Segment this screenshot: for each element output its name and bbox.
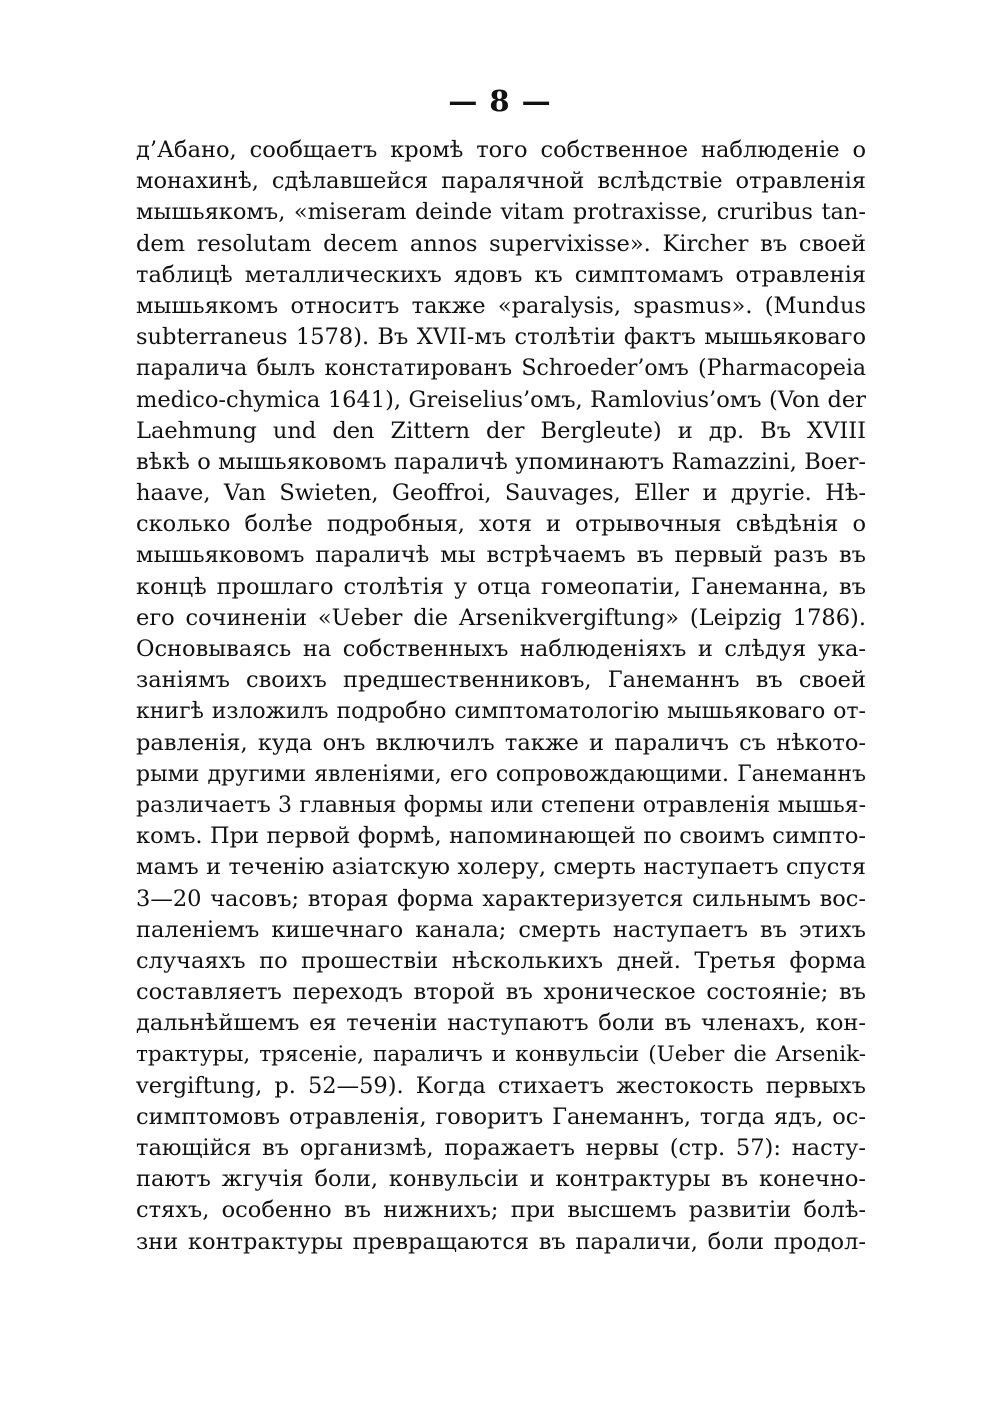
text-line: заніямъ своихъ предшественниковъ, Ганеманнъ въ своей [136, 667, 866, 694]
text-line: тающійся въ организмѣ, поражаетъ нервы (стр. 57): насту- [136, 1135, 866, 1161]
text-line: д’Абано, сообщаетъ кромѣ того собственное наблюденіе о [136, 137, 866, 163]
text-line: таблицѣ металлическихъ ядовъ къ симптомамъ отравленія [136, 261, 866, 288]
text-line: мамъ и теченію азіатскую холеру, смерть наступаетъ спустя [136, 854, 866, 881]
text-line: составляетъ переходъ второй въ хроническое состояніе; въ [136, 979, 866, 1006]
text-line: рыми другими явленіями, его сопровождающими. Ганеманнъ [136, 761, 866, 787]
text-line: мышьяковомъ параличѣ мы встрѣчаемъ въ первый разъ въ [136, 542, 866, 569]
body-text [136, 135, 866, 1258]
text-line: мышьякомъ относитъ также «paralysis, spasmus». (Mundus [136, 292, 866, 319]
text-line: 3—20 часовъ; вторая форма характеризуется сильнымъ вос- [136, 885, 866, 912]
text-line: вѣкѣ о мышьяковомъ параличѣ упоминаютъ Ramazzini, Boer- [136, 448, 866, 475]
text-line: концѣ прошлаго столѣтія у отца гомеопатіи, Ганеманна, въ [136, 573, 866, 600]
text-line: medico-chymica 1641), Greiselius’омъ, Ramlovius’омъ (Von der [136, 386, 866, 413]
text-line: случаяхъ по прошествіи нѣсколькихъ дней. Третья форма [136, 947, 866, 974]
text-line: subterraneus 1578). Въ XVII-мъ столѣтіи фактъ мышьяковаго [136, 324, 866, 351]
text-line: сколько болѣе подробныя, хотя и отрывочныя свѣдѣнія о [136, 511, 866, 538]
text-line: его сочиненіи «Ueber die Arsenikvergiftung» (Leipzig 1786). [136, 604, 866, 631]
text-line: vergiftung, p. 52—59). Когда стихаетъ жестокость первыхъ [136, 1072, 866, 1099]
text-line: зни контрактуры превращаются въ параличи, боли продол- [136, 1228, 866, 1255]
text-line: haave, Van Swieten, Geoffroi, Sauvages, Eller и другіе. Нѣ- [136, 480, 866, 507]
text-line: Основываясь на собственныхъ наблюденіяхъ и слѣдуя ука- [136, 636, 866, 662]
text-line: паютъ жгучія боли, конвульсіи и контрактуры въ конечно- [136, 1166, 866, 1193]
text-line: трактуры, трясеніе, параличъ и конвульсіи (Ueber die Arsenik- [136, 1042, 866, 1068]
text-line: различаетъ 3 главныя формы или степени отравленія мышья- [136, 792, 866, 818]
text-line: дальнѣйшемъ ея теченіи наступаютъ боли въ членахъ, кон- [136, 1010, 866, 1037]
text-line: паленіемъ кишечнаго канала; смерть наступаетъ въ этихъ [136, 916, 866, 943]
page-number: — 8 — [448, 84, 552, 118]
text-line: симптомовъ отравленія, говоритъ Ганеманнъ, тогда ядъ, ос- [136, 1103, 866, 1130]
text-line: комъ. При первой формѣ, напоминающей по своимъ симпто- [136, 823, 866, 850]
text-line: книгѣ изложилъ подробно симптоматологію мышьяковаго от- [136, 699, 866, 725]
text-line: паралича былъ констатированъ Schroeder’омъ (Pharmacopeia [136, 356, 866, 382]
text-line: мышьякомъ, «miseram deinde vitam protraxisse, cruribus tan- [136, 199, 866, 226]
text-line: равленія, куда онъ включилъ также и параличъ съ нѣкото- [136, 729, 866, 756]
text-line: dem resolutam decem annos supervixisse». Kircher въ своей [136, 230, 866, 257]
text-line: монахинѣ, сдѣлавшейся паралячной вслѣдствіе отравленія [136, 168, 866, 195]
text-line: стяхъ, особенно въ нижнихъ; при высшемъ развитіи болѣ- [136, 1197, 866, 1224]
text-line: Laehmung und den Zittern der Bergleute) и др. Въ XVIII [136, 417, 866, 444]
